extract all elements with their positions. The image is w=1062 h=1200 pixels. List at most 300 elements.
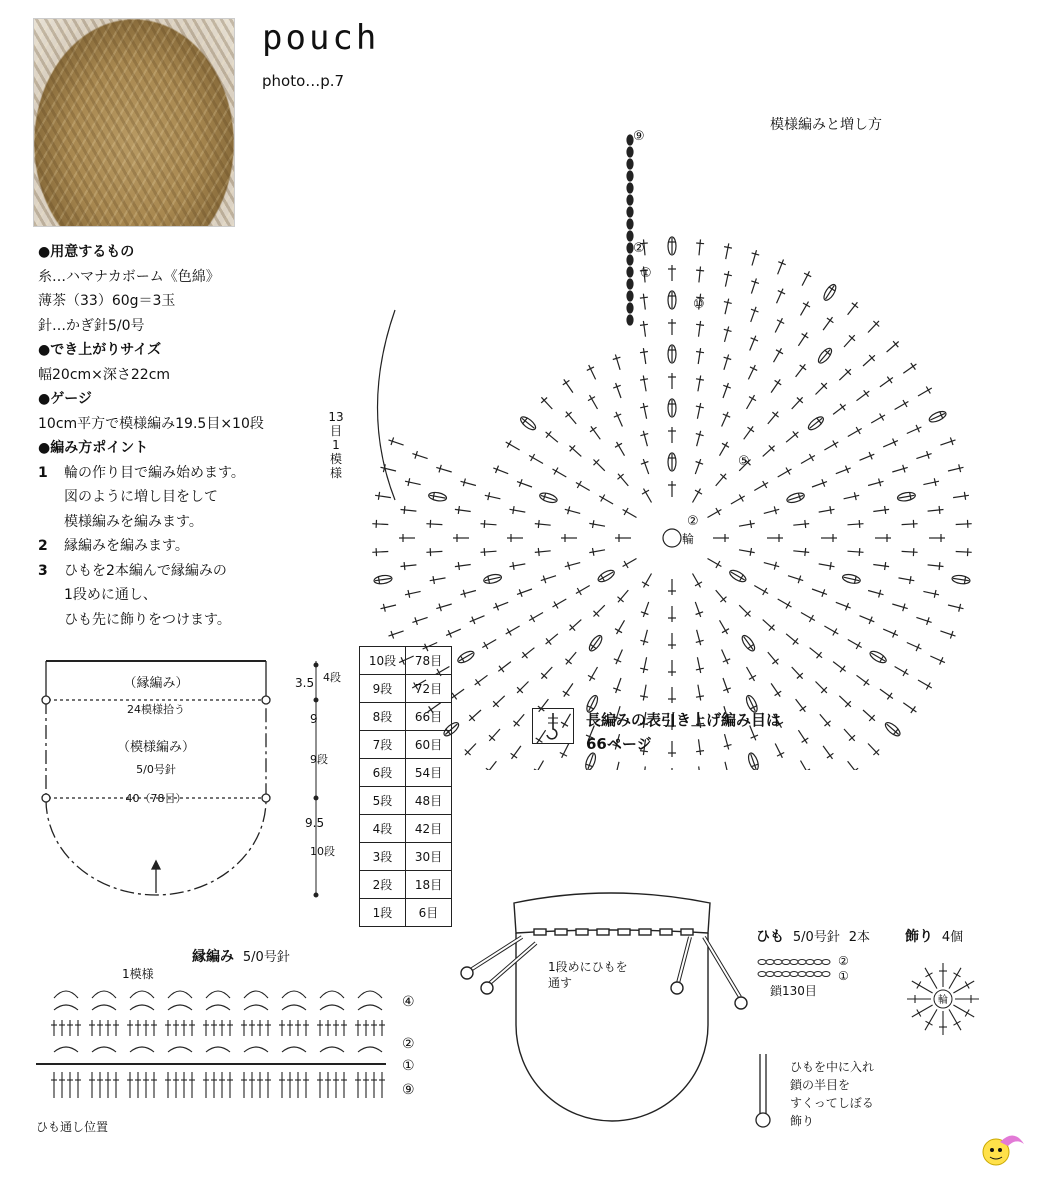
stitch-mark [643, 630, 647, 645]
stitch-count: 78目 [406, 647, 452, 675]
stitch-mark [809, 454, 813, 461]
stitch-mark [892, 467, 907, 472]
chain-mark [627, 159, 633, 169]
stitch-mark [880, 414, 884, 421]
stitch-mark [513, 506, 514, 514]
stitch-mark [426, 524, 442, 525]
stitch-mark [923, 591, 939, 594]
cord-hole [660, 929, 672, 935]
materials-color: 薄茶（33）60g＝3玉 [38, 293, 176, 309]
stitch-count: 48目 [406, 787, 452, 815]
stitch-mark [640, 352, 648, 353]
stitch-mark [934, 590, 936, 598]
stitch-mark [696, 696, 704, 697]
chain-mark [627, 315, 633, 325]
chain-mark [627, 171, 633, 181]
stitch-mark [830, 506, 831, 514]
point-1: 1 輪の作り目で編み始めます。 [38, 464, 245, 481]
stitch-mark [426, 551, 442, 552]
stitch-mark [489, 729, 500, 741]
stitch-mark [510, 509, 526, 512]
stitch-mark [899, 578, 915, 581]
stitch-mark [563, 380, 570, 385]
edge-arc [168, 1047, 192, 1052]
stitch-mark [926, 387, 930, 394]
chain-mark [627, 267, 633, 277]
stitch-mark [848, 551, 864, 552]
stitch-mark [372, 524, 388, 525]
stitch-mark [820, 714, 830, 726]
stitch-mark [827, 753, 834, 758]
stitch-mark [452, 693, 457, 700]
ornament-stitch [965, 1010, 969, 1017]
row-number: 5段 [360, 787, 406, 815]
stitch-mark [863, 355, 875, 366]
row-number: 7段 [360, 731, 406, 759]
edge-arc [54, 991, 78, 998]
stitch-mark [816, 682, 827, 693]
ornament-stitch [926, 1021, 933, 1025]
stitch-mark [722, 629, 729, 633]
gauge-heading: ●ゲージ [38, 391, 92, 407]
stitch-mark [697, 630, 701, 645]
stitch-mark [864, 390, 869, 396]
row-marker: ⑤ [738, 454, 750, 469]
edge-arc [358, 991, 382, 998]
stitch-mark [748, 644, 755, 649]
stitch-mark [405, 591, 421, 594]
stitch-mark [640, 696, 648, 697]
stitch-mark [381, 467, 397, 471]
stitch-mark [511, 753, 517, 758]
stitch-mark [378, 576, 379, 584]
stitch-count: 60目 [406, 731, 452, 759]
edge-arc [130, 1047, 154, 1052]
stitch-mark [624, 508, 628, 515]
border-label: （縁編み） [123, 676, 189, 691]
stitch-mark [934, 478, 936, 486]
stitch-mark [907, 427, 922, 434]
ornament-stitch [954, 1021, 961, 1025]
row-number: 10段 [360, 647, 406, 675]
stitch-mark [381, 605, 397, 609]
stitch-mark [577, 588, 581, 595]
edge-arc [206, 1005, 230, 1010]
stitch-mark [899, 495, 915, 498]
stitch-mark [810, 648, 823, 658]
stitch-mark [810, 418, 823, 428]
stitch-mark [405, 481, 421, 484]
stitch-mark [698, 685, 701, 701]
stitch-mark [522, 648, 535, 658]
stitch-mark [739, 495, 743, 502]
stitch-mark [716, 508, 720, 515]
stitch-mark [485, 495, 501, 499]
stitch-count: 42目 [406, 815, 452, 843]
stitch-mark [792, 397, 803, 409]
pouch-photo [33, 18, 235, 227]
stitch-mark [777, 289, 784, 304]
stitch-mark [698, 348, 700, 364]
stitch-mark [433, 576, 434, 584]
stitch-mark [624, 561, 628, 568]
chain-mark [790, 972, 798, 977]
chain-mark [627, 303, 633, 313]
stitch-count: 54目 [406, 759, 452, 787]
stitch-mark [750, 548, 751, 556]
row-number: 1段 [360, 899, 406, 927]
stitch-mark [696, 324, 704, 325]
rows-table-row [360, 731, 452, 759]
chain-mark [782, 960, 790, 965]
repeat-bracket [378, 310, 396, 500]
stitch-mark [833, 441, 837, 448]
stitch-mark [948, 467, 964, 471]
stitch-mark [763, 481, 767, 488]
cord-row: ① [838, 969, 849, 983]
ornament-title: 飾り 4個 [905, 929, 964, 945]
dim-cm: 9 [310, 712, 318, 726]
stitch-mark [513, 562, 514, 570]
stitch-mark [643, 321, 645, 337]
stitch-mark [615, 355, 620, 370]
stitch-mark [696, 270, 704, 271]
materials-heading: ●用意するもの [38, 244, 135, 260]
stitch-mark [499, 666, 504, 672]
stitch-mark [800, 706, 806, 711]
stitch-mark [939, 506, 940, 514]
row-number: 8段 [360, 703, 406, 731]
stitch-mark [446, 629, 461, 635]
size-value: 幅20cm×深さ22cm [38, 366, 171, 383]
finish-note-line: すくってしぼる [790, 1096, 874, 1110]
stitch-mark [546, 432, 558, 442]
stitch-mark [885, 506, 886, 514]
edge-row-mark: ① [402, 1058, 415, 1074]
stitch-mark [375, 495, 391, 497]
finish-ornament-label: 飾り [790, 1114, 815, 1128]
stitch-mark [535, 551, 551, 553]
stitch-mark [716, 590, 726, 602]
stitch-mark [640, 297, 648, 298]
stitch-mark [953, 578, 969, 580]
stitch-mark [848, 761, 858, 770]
ornament-chart [898, 955, 988, 1045]
edging-title: 縁編み 5/0号針 [192, 949, 290, 965]
chart-row-markers [633, 129, 750, 529]
legend-line: 66ページ [586, 735, 652, 753]
ornament-stitch [917, 1010, 921, 1017]
edge-arc [206, 991, 230, 998]
chain-mark [798, 960, 806, 965]
chain-mark [822, 960, 830, 965]
stitch-mark [724, 355, 729, 370]
stitch-mark [643, 657, 646, 673]
center-ring [663, 529, 681, 547]
stitch-mark [546, 634, 558, 644]
stitch-mark [378, 492, 379, 500]
stitch-mark [902, 551, 918, 552]
dim-rows: 10段 [310, 845, 335, 858]
stitch-mark [805, 520, 806, 528]
stitch-mark [569, 620, 581, 631]
edge-arc [244, 1005, 268, 1010]
edge-arc [168, 1005, 192, 1010]
chain-mark [758, 972, 766, 977]
row-marker: ⑩ [693, 297, 705, 312]
stitch-mark [517, 682, 528, 693]
stitch-mark [458, 506, 459, 514]
chain-mark [627, 231, 633, 241]
stitch-mark [776, 350, 783, 354]
pouch-finish-diagram [450, 885, 750, 1145]
stitch-mark [493, 696, 505, 707]
chain-mark [782, 972, 790, 977]
edge-arc [92, 1047, 116, 1052]
stitch-mark [868, 481, 883, 485]
stitch-mark [844, 729, 855, 741]
stitch-mark [887, 724, 899, 735]
stitch-mark [868, 744, 879, 756]
stitch-mark [844, 495, 860, 499]
stitch-mark [956, 524, 972, 525]
stitch-mark [859, 520, 860, 528]
stitch-mark [873, 509, 889, 511]
stitch-mark [643, 403, 646, 419]
stitch-mark [844, 577, 860, 581]
stitch-mark [763, 446, 775, 457]
edge-arc [54, 1005, 78, 1010]
width-label: 40（78目） [125, 792, 187, 805]
edge-row-mark: ⑨ [402, 1082, 415, 1098]
stitch-mark [903, 669, 907, 676]
stitch-mark [725, 762, 729, 770]
stitch-mark [695, 490, 702, 494]
row-marker: ⑨ [633, 129, 645, 144]
stitch-mark [640, 668, 648, 670]
stitch-mark [716, 474, 726, 486]
stitch-mark [481, 551, 497, 552]
stitch-mark [465, 744, 476, 756]
cord-chain-count: 鎖130目 [770, 984, 817, 998]
stitch-mark [833, 629, 837, 636]
stitch-mark [907, 643, 922, 650]
mascot-icon [978, 1126, 1028, 1172]
cord-title: ひも 5/0号針 2本 [756, 929, 871, 945]
stitch-mark [739, 575, 743, 582]
chain-mark [774, 960, 782, 965]
chart-title: 模様編みと増し方 [770, 117, 882, 133]
ornament-stitch [953, 1005, 974, 1017]
chain-mark [814, 960, 822, 965]
dimensions-column [290, 655, 350, 905]
row-number: 3段 [360, 843, 406, 871]
ornament-stitch [953, 981, 974, 993]
stitch-mark [643, 294, 645, 310]
chain-mark [790, 960, 798, 965]
stitch-mark [863, 710, 875, 721]
stitch-mark [887, 377, 892, 384]
stitch-mark [722, 443, 729, 447]
ornament-stitch [949, 1009, 961, 1030]
stitch-mark [699, 267, 701, 283]
stitch-mark [554, 468, 558, 475]
ornament-stitch [925, 1009, 937, 1030]
stitch-mark [802, 738, 809, 742]
stitch-mark [801, 761, 809, 770]
rows-table-row [360, 871, 452, 899]
dim-rows: 4段 [323, 671, 341, 684]
stitch-count: 18目 [406, 871, 452, 899]
stitch-mark [725, 299, 729, 315]
stitch-mark [880, 656, 884, 663]
stitch-mark [948, 605, 964, 609]
stitch-mark [695, 582, 702, 586]
stitch-mark [554, 602, 558, 609]
chain-mark [774, 972, 782, 977]
point-3-line: 1段めに通し、 [64, 587, 157, 603]
point-3: 3 ひもを2本編んで縁編みの [38, 562, 227, 579]
stitch-mark [565, 563, 580, 567]
stitch-mark [697, 431, 701, 446]
ornament-stitch [912, 981, 933, 993]
ornament-stitch [965, 982, 969, 989]
stitch-mark [589, 550, 605, 553]
edge-arc [358, 1005, 382, 1010]
stitch-mark [640, 379, 648, 380]
stitch-mark [538, 548, 539, 556]
rows-table [359, 646, 452, 927]
stitch-mark [848, 524, 864, 525]
edge-arc [130, 1005, 154, 1010]
chain-mark [822, 972, 830, 977]
stitch-mark [749, 675, 756, 679]
chain-mark [798, 972, 806, 977]
edge-arc [92, 991, 116, 998]
point-3-line: ひも先に飾りをつけます。 [64, 611, 231, 628]
stitch-mark [786, 468, 790, 475]
rows-table-row [360, 815, 452, 843]
edging-repeat-label: 1模様 [122, 967, 154, 981]
stitch-mark [892, 604, 907, 609]
stitch-mark [510, 564, 526, 567]
materials-needle: 針…かぎ針5/0号 [38, 317, 145, 334]
stitch-mark [827, 318, 834, 323]
stitch-mark [763, 620, 775, 631]
stitch-mark [883, 629, 898, 635]
stitch-mark [401, 510, 417, 512]
stitch-mark [531, 454, 535, 461]
chain-mark [627, 291, 633, 301]
point-2: 2 縁編みを編みます。 [38, 538, 189, 554]
stitch-mark [469, 710, 481, 721]
edge-arc [206, 1047, 230, 1052]
stitch-mark [455, 565, 471, 567]
stitch-mark [763, 588, 767, 595]
rows-table-row [360, 843, 452, 871]
stitch-count: 72目 [406, 675, 452, 703]
post-stitch-icon [532, 708, 574, 744]
stitch-mark [928, 510, 944, 512]
stitch-mark [793, 524, 809, 526]
finish-note-line: 鎖の半目を [790, 1078, 851, 1092]
chain-mark [627, 207, 633, 217]
stitch-mark [594, 605, 605, 616]
stitch-mark [616, 650, 623, 665]
stitch-mark [699, 321, 701, 337]
cord-hole [576, 929, 588, 935]
materials-yarn: 糸…ハマナカボーム《色綿》 [38, 268, 220, 285]
stitch-mark [829, 287, 836, 291]
needle-label: 5/0号針 [136, 763, 176, 776]
legend-text [586, 708, 781, 756]
stitch-mark [460, 656, 464, 663]
stitch-mark [408, 478, 410, 486]
stitch-mark [484, 642, 488, 649]
edge-arc [320, 991, 344, 998]
row-marker: ① [640, 266, 652, 281]
rows-table-row [360, 647, 452, 675]
ornament-center: 輪 [938, 995, 948, 1006]
edge-arc [282, 991, 306, 998]
stitch-mark [601, 575, 605, 582]
page-title: pouch [262, 18, 380, 58]
stitch-mark [793, 551, 809, 553]
chain-mark [627, 183, 633, 193]
stitch-mark [839, 696, 851, 707]
stitch-mark [484, 520, 485, 528]
edge-arc [358, 1047, 382, 1052]
stitch-mark [697, 403, 700, 419]
stitch-mark [643, 348, 645, 364]
stitch-mark [792, 667, 803, 679]
stitch-mark [809, 615, 813, 622]
chain-mark [806, 972, 814, 977]
stitch-mark [588, 397, 595, 401]
dim-cm: 3.5 [295, 676, 315, 690]
stitch-mark [911, 706, 916, 713]
dim-cm: 9.5 [305, 816, 325, 830]
stitch-mark [436, 604, 451, 609]
cord-position-label: ひも通し位置 [36, 1120, 109, 1134]
stitch-mark [802, 334, 809, 338]
stitch-mark [593, 548, 594, 556]
row-marker: ② [633, 241, 645, 256]
stitch-mark [699, 239, 701, 255]
stitch-mark [775, 380, 782, 385]
stitch-mark [696, 406, 704, 408]
stitch-mark [594, 460, 605, 471]
stitch-mark [805, 548, 806, 556]
cord-row: ② [838, 954, 849, 968]
stitch-mark [566, 412, 576, 424]
edge-arc [168, 991, 192, 998]
pickup-label: 24模様拾う [127, 703, 185, 716]
stitch-mark [725, 271, 728, 287]
ornament-stitch [917, 982, 921, 989]
stitch-mark [458, 562, 459, 570]
stitch-mark [618, 474, 628, 486]
cord-hole [555, 929, 567, 935]
stitch-mark [481, 524, 497, 525]
stitch-mark [764, 509, 779, 513]
stitch-mark [816, 383, 827, 394]
instructions [38, 240, 338, 632]
stitch-mark [696, 668, 704, 670]
stitch-mark [593, 520, 594, 528]
stitch-mark [590, 644, 597, 649]
chain-mark [814, 972, 822, 977]
